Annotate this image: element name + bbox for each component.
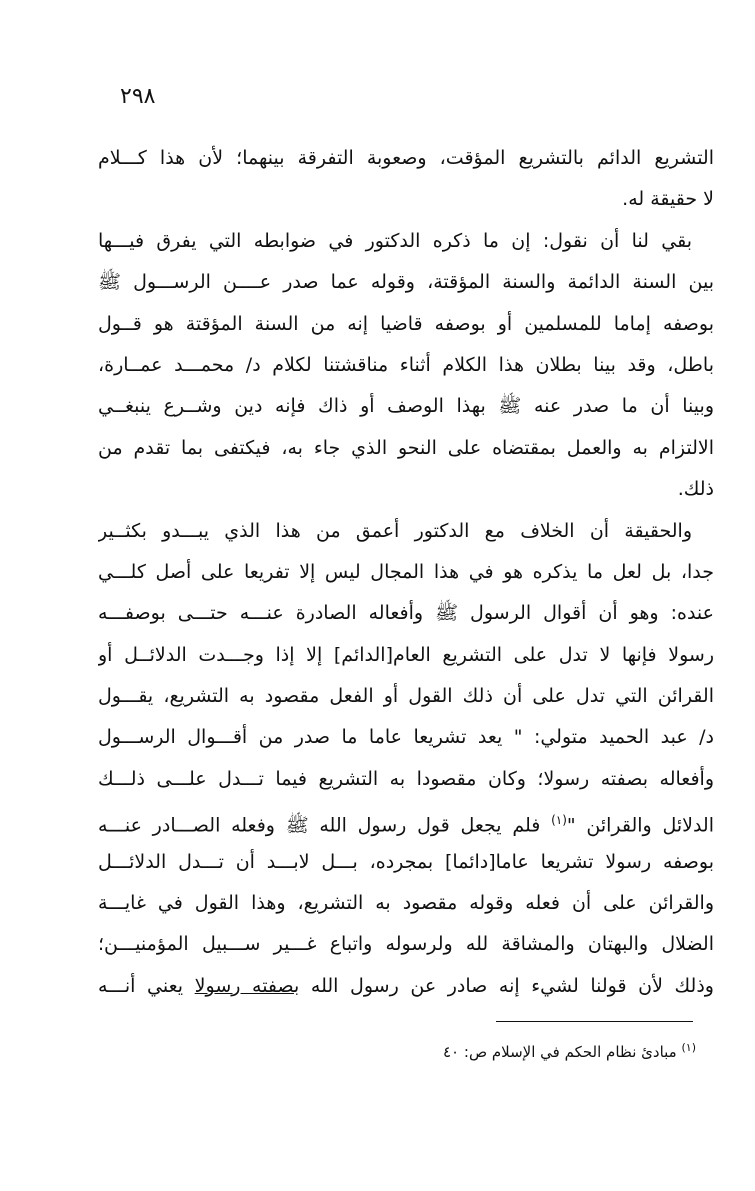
text-line: القرائن التي تدل على أن ذلك القول أو الفعل مقصود به التشريع، يقـــول (98, 685, 714, 708)
text-line: وذلك لأن قولنا لشيء إنه صادر عن رسول الله بصفته رسولا يعني أنـــه (98, 974, 714, 997)
footnote (396, 1037, 696, 1063)
body-text (98, 138, 714, 1007)
text-line: الدلائل والقرائن "$^{(١)}$ فلم يجعل قول رسول الله ﷺ وفعله الصـــادر عنـــه (98, 813, 714, 837)
text-line: وبينا أن ما صدر عنه ﷺ بهذا الوصف أو ذاك فإنه دين وشــرع ينبغــي (98, 395, 714, 418)
text-line: التشريع الدائم بالتشريع المؤقت، وصعوبة التفرقة بينهما؛ لأن هذا كـــلام (98, 147, 714, 169)
text-line: د/ عبد الحميد متولي: " يعد تشريعا عاما ما صدر من أقـــوال الرســـول (98, 726, 714, 749)
text-line: جدا، بل لعل ما يذكره هو في هذا المجال ليس إلا تفريعا على أصل كلـــي (98, 560, 714, 583)
text-line: لا حقيقة له. (622, 188, 714, 211)
text-line: بوصفه إماما للمسلمين أو بوصفه قاضيا إنه من السنة المؤقتة هو قــول (98, 312, 714, 335)
footnote-reference: (١) (551, 813, 567, 828)
footnote-mark: (١) (681, 1041, 696, 1054)
text-line: باطل، وقد بينا بطلان هذا الكلام أثناء مناقشتنا لكلام د/ محمـــد عمــارة، (98, 353, 714, 376)
page-number: ٢٩٨ (120, 84, 156, 109)
text-line: ذلك. (677, 478, 714, 501)
footnote-text: مبادئ نظام الحكم في الإسلام ص: ٤٠ (443, 1043, 677, 1061)
text-line: عنده: وهو أن أقوال الرسول ﷺ وأفعاله الصادرة عنـــه حتـــى بوصفـــه (98, 602, 714, 625)
footnote-divider (496, 1021, 693, 1022)
text-line: والحقيقة أن الخلاف مع الدكتور أعمق من هذا الذي يبـــدو بكثــير (98, 519, 692, 542)
text-line: بقي لنا أن نقول: إن ما ذكره الدكتور في ضوابطه التي يفرق فيـــها (98, 229, 692, 252)
text-line: رسولا فإنها لا تدل على التشريع العام[الدائم] إلا إذا وجـــدت الدلائــل أو (98, 643, 714, 666)
text-line: وأفعاله بصفته رسولا؛ وكان مقصودا به التشريع فيما تـــدل علـــى ذلـــك (98, 767, 714, 790)
text-line: بين السنة الدائمة والسنة المؤقتة، وقوله عما صدر عــــن الرســـول ﷺ (98, 271, 714, 294)
text-line: والقرائن على أن فعله وقوله مقصود به التشريع، وهذا القول في غايـــة (98, 892, 714, 915)
text-line: الالتزام به والعمل بمقتضاه على النحو الذي جاء به، فيكتفى بما تقدم من (98, 436, 714, 459)
underlined-phrase: بصفته رسولا (194, 974, 300, 997)
text-line: الضلال والبهتان والمشاقة لله ولرسوله واتباع غـــير ســـبيل المؤمنيـــن؛ (98, 933, 714, 956)
text-line: بوصفه رسولا تشريعا عاما[دائما] بمجرده، بـــل لابـــد أن تـــدل الدلائـــل (98, 850, 714, 873)
